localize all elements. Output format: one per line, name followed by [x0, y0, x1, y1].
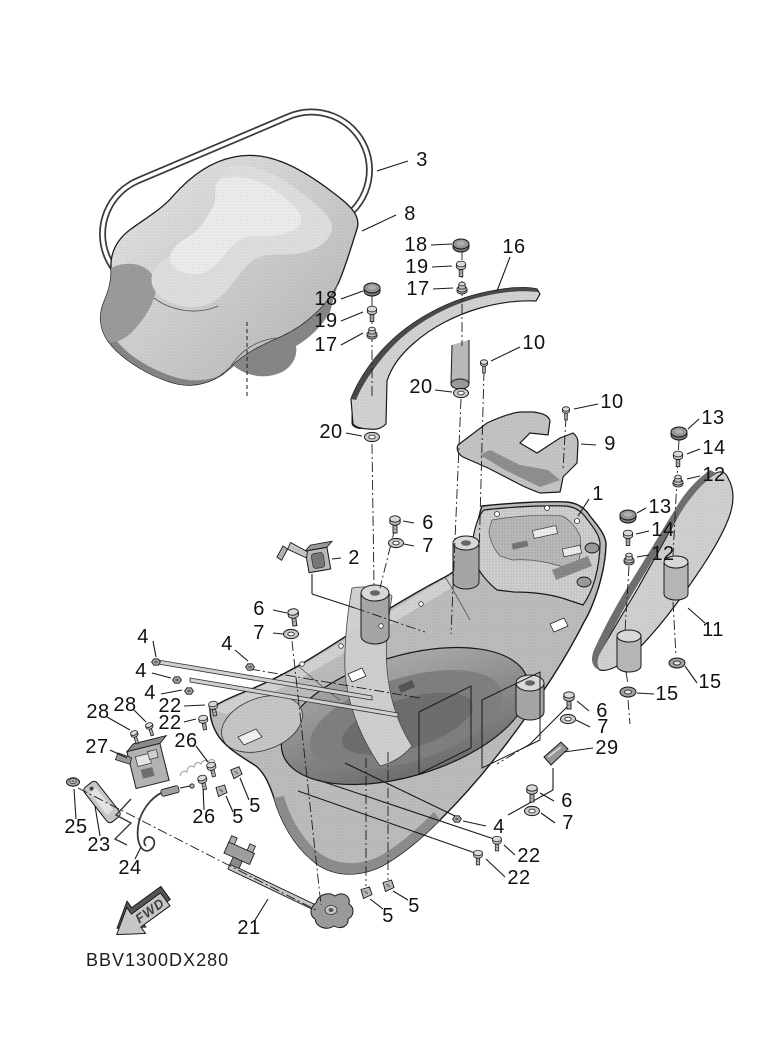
callout-18[interactable]: 18	[314, 288, 338, 310]
callout-20[interactable]: 20	[319, 421, 343, 443]
callout-20[interactable]: 20	[409, 376, 433, 398]
fwd-arrow-label: FWD	[132, 894, 168, 927]
callout-7[interactable]: 7	[253, 622, 265, 644]
callout-22[interactable]: 22	[158, 712, 182, 734]
callout-13[interactable]: 13	[701, 407, 725, 429]
callout-3[interactable]: 3	[416, 149, 428, 171]
callout-22[interactable]: 22	[507, 867, 531, 889]
callout-6[interactable]: 6	[561, 790, 573, 812]
callout-4[interactable]: 4	[221, 633, 233, 655]
callout-23[interactable]: 23	[87, 834, 111, 856]
callout-25[interactable]: 25	[64, 816, 88, 838]
callout-12[interactable]: 12	[651, 543, 675, 565]
callout-4[interactable]: 4	[493, 816, 505, 838]
callout-22[interactable]: 22	[517, 845, 541, 867]
callout-19[interactable]: 19	[314, 310, 338, 332]
callout-9[interactable]: 9	[604, 433, 616, 455]
callout-14[interactable]: 14	[702, 437, 726, 459]
callout-18[interactable]: 18	[404, 234, 428, 256]
callout-4[interactable]: 4	[137, 626, 149, 648]
callout-21[interactable]: 21	[237, 917, 261, 939]
callout-5[interactable]: 5	[382, 905, 394, 927]
callout-17[interactable]: 17	[406, 278, 430, 300]
callout-10[interactable]: 10	[522, 332, 546, 354]
callout-24[interactable]: 24	[118, 857, 142, 879]
callout-26[interactable]: 26	[192, 806, 216, 828]
callout-6[interactable]: 6	[596, 700, 608, 722]
callout-2[interactable]: 2	[348, 547, 360, 569]
callout-5[interactable]: 5	[408, 895, 420, 917]
callout-14[interactable]: 14	[651, 519, 675, 541]
callout-27[interactable]: 27	[85, 736, 109, 758]
callout-26[interactable]: 26	[174, 730, 198, 752]
callout-5[interactable]: 5	[249, 795, 261, 817]
callout-4[interactable]: 4	[135, 660, 147, 682]
callout-13[interactable]: 13	[648, 496, 672, 518]
callout-6[interactable]: 6	[422, 512, 434, 534]
callout-12[interactable]: 12	[702, 464, 726, 486]
callout-29[interactable]: 29	[595, 737, 619, 759]
callout-28[interactable]: 28	[113, 694, 137, 716]
callout-4[interactable]: 4	[144, 682, 156, 704]
callout-15[interactable]: 15	[698, 671, 722, 693]
callout-8[interactable]: 8	[404, 203, 416, 225]
callout-28[interactable]: 28	[86, 701, 110, 723]
callout-11[interactable]: 11	[702, 619, 724, 641]
callout-7[interactable]: 7	[597, 716, 609, 738]
callout-15[interactable]: 15	[655, 683, 679, 705]
callout-19[interactable]: 19	[405, 256, 429, 278]
drawing-code: BBV1300DX280	[86, 950, 230, 970]
callout-22[interactable]: 22	[158, 695, 182, 717]
callout-6[interactable]: 6	[253, 598, 265, 620]
callout-5[interactable]: 5	[232, 806, 244, 828]
callout-1[interactable]: 1	[592, 483, 604, 505]
callout-16[interactable]: 16	[502, 236, 526, 258]
callout-7[interactable]: 7	[422, 535, 434, 557]
callout-10[interactable]: 10	[600, 391, 624, 413]
callout-17[interactable]: 17	[314, 334, 338, 356]
callout-7[interactable]: 7	[562, 812, 574, 834]
